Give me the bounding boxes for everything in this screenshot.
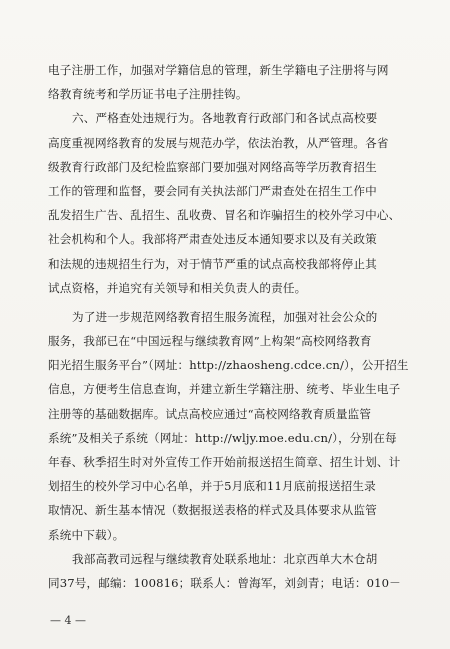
text-line: 络教育统考和学历证书电子注册挂钩。 bbox=[48, 87, 248, 102]
text-line: 我部高教司远程与继续教育处联系地址：北京西单大木仓胡 bbox=[72, 551, 378, 566]
text-line: 服务，我部已在“中国远程与继续教育网”上构架“高校网络教育 bbox=[48, 334, 372, 349]
text-line: 系统中下载）。 bbox=[48, 527, 125, 542]
paragraph bbox=[48, 58, 412, 106]
text-line: 为了进一步规范网络教育招生服务流程，加强对社会公众的 bbox=[72, 309, 378, 324]
text-line: 乱发招生广告、乱招生、乱收费、冒名和诈骗招生的校外学习中心、 bbox=[48, 208, 401, 223]
text-line: 六、严格查处违规行为。各地教育行政部门和各试点高校要 bbox=[72, 111, 378, 126]
text-line: 同37号，邮编：100816；联系人：曾海军，刘剑青；电话：010－ bbox=[48, 575, 401, 590]
text-line: 划招生的校外学习中心名单，并于5月底和11月底前报送招生录 bbox=[48, 479, 376, 494]
text-line: 系统”及相关子系统（网址：http://wljy.moe.edu.cn/），分别在每 bbox=[48, 430, 397, 445]
text-line: 取情况、新生基本情况（数据报送表格的样式及具体要求从监管 bbox=[48, 503, 377, 518]
page-number: — 4 — bbox=[50, 614, 86, 627]
text-line: 注册等的基础数据库。试点高校应通过“高校网络教育质量监管 bbox=[48, 406, 372, 421]
text-line: 试点资格，并追究有关领导和相关负责人的责任。 bbox=[48, 280, 307, 295]
text-line: 信息，方便考生信息查询，并建立新生学籍注册、统考、毕业生电子 bbox=[48, 382, 401, 397]
text-line: 电子注册工作，加强对学籍信息的管理，新生学籍电子注册将与网 bbox=[48, 63, 389, 77]
paragraph bbox=[48, 106, 412, 300]
text-line: 和法规的违规招生行为，对于情节严重的试点高校我部将停止其 bbox=[48, 256, 377, 271]
text-line: 年春、秋季招生时对外宣传工作开始前报送招生简章、招生计划、计 bbox=[48, 455, 401, 469]
text-line: 社会机构和个人。我部将严肃查处违反本通知要求以及有关政策 bbox=[48, 232, 377, 247]
text-line: 阳光招生服务平台”（网址：http://zhaosheng.cdce.cn/），公开招生 bbox=[48, 358, 409, 373]
paragraph bbox=[48, 305, 412, 547]
text-line: 工作的管理和监督，要会同有关执法部门严肃查处在招生工作中 bbox=[48, 183, 377, 198]
document-body bbox=[48, 58, 412, 595]
paragraph bbox=[48, 547, 412, 595]
text-line: 级教育行政部门及纪检监察部门要加强对网络高等学历教育招生 bbox=[48, 159, 377, 174]
text-line: 高度重视网络教育的发展与规范办学，依法治教，从严管理。各省 bbox=[48, 135, 389, 150]
